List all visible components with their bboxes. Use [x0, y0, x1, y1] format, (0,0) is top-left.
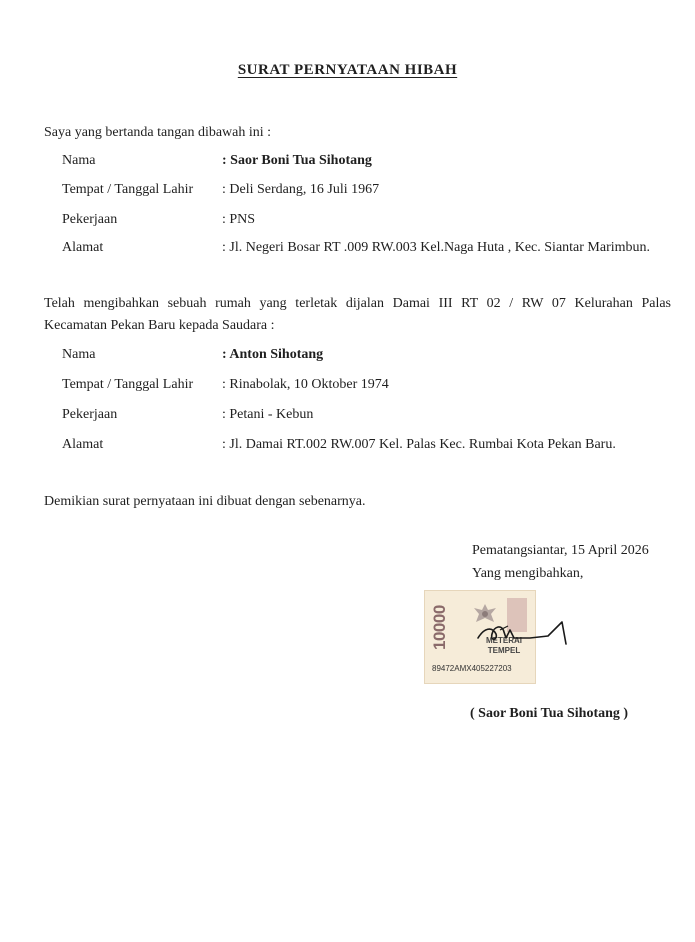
penerima-ttl-label: Tempat / Tanggal Lahir — [62, 377, 194, 392]
meterai-label-line2: TEMPEL — [487, 646, 521, 655]
pemberi-alamat-row — [62, 240, 650, 256]
signature-place-date: Pematangsiantar, 15 April 2026 — [472, 543, 649, 558]
signature-name: ( Saor Boni Tua Sihotang ) — [470, 706, 629, 721]
meterai-serial: 89472AMX405227203 — [432, 664, 512, 673]
signature-role: Yang mengibahkan, — [472, 566, 584, 581]
meterai-value: 10000 — [430, 605, 449, 650]
penerima-nama-value: : Anton Sihotang — [222, 347, 324, 362]
penerima-ttl-row — [62, 377, 389, 393]
penerima-pekerjaan-value: : Petani - Kebun — [222, 407, 314, 422]
penerima-nama-label: Nama — [62, 347, 96, 362]
closing-text: Demikian surat pernyataan ini dibuat dengan sebenarnya. — [44, 494, 366, 509]
statement-line-1: Telah mengibahkan sebuah rumah yang terletak dijalan Damai III RT 02 / RW 07 Kelurahan Palas — [44, 296, 671, 311]
penerima-nama-row — [62, 347, 323, 363]
pemberi-pekerjaan-label: Pekerjaan — [62, 212, 118, 227]
penerima-ttl-value: : Rinabolak, 10 Oktober 1974 — [222, 377, 389, 392]
pemberi-ttl-label: Tempat / Tanggal Lahir — [62, 182, 194, 197]
pemberi-nama-label: Nama — [62, 153, 96, 168]
pemberi-alamat-label: Alamat — [62, 240, 104, 255]
intro-text: Saya yang bertanda tangan dibawah ini : — [44, 125, 272, 140]
penerima-alamat-row — [62, 437, 616, 453]
pemberi-alamat-value: : Jl. Negeri Bosar RT .009 RW.003 Kel.Naga Huta , Kec. Siantar Marimbun. — [222, 240, 651, 255]
pemberi-ttl-row — [62, 182, 379, 198]
penerima-alamat-value: : Jl. Damai RT.002 RW.007 Kel. Palas Kec. Rumbai Kota Pekan Baru. — [222, 437, 616, 452]
penerima-pekerjaan-label: Pekerjaan — [62, 407, 118, 422]
handwritten-signature-icon — [470, 608, 580, 658]
meterai-label-line1: METERAI — [486, 636, 522, 645]
pemberi-pekerjaan-row — [62, 212, 255, 228]
pemberi-ttl-value: : Deli Serdang, 16 Juli 1967 — [222, 182, 380, 197]
pemberi-pekerjaan-value: : PNS — [222, 212, 256, 227]
statement-line-2: Kecamatan Pekan Baru kepada Saudara : — [44, 318, 275, 333]
pemberi-nama-value: : Saor Boni Tua Sihotang — [222, 153, 372, 168]
pemberi-nama-row — [62, 153, 372, 169]
penerima-pekerjaan-row — [62, 407, 313, 423]
penerima-alamat-label: Alamat — [62, 437, 104, 452]
document-title: SURAT PERNYATAAN HIBAH — [237, 62, 458, 78]
